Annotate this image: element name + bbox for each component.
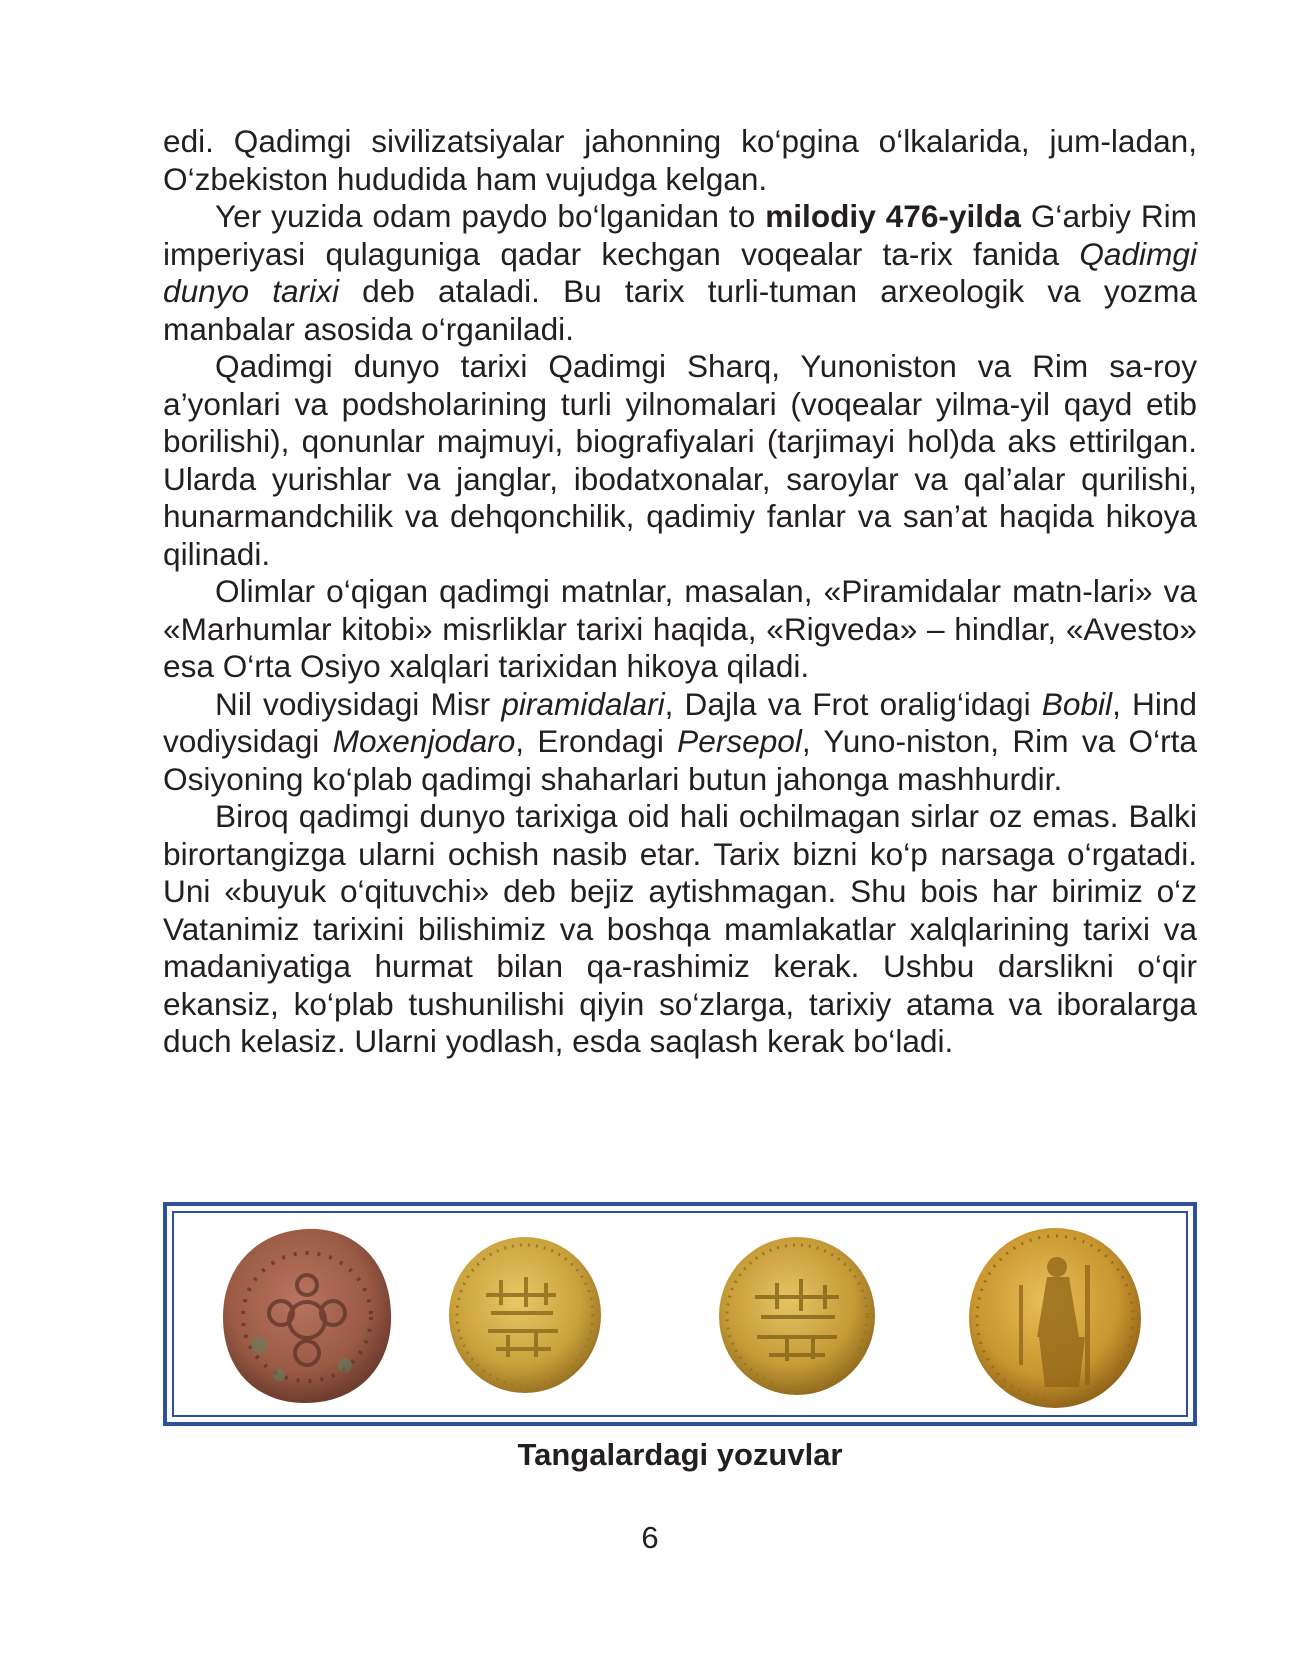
paragraph (163, 198, 1197, 348)
emphasis-italic: Persepol (677, 723, 802, 759)
paragraph-text: Qadimgi dunyo tarixi Qadimgi Sharq, Yunoniston va Rim sa-roy a’yonlari va podsholarining turli yilnomalari (voqealar yilma-yil qayd etib borilishi), qonunlar majmuyi, biografiyalari (tarjimayi hol)da aks ettirilgan. Ularda yurishlar va janglar, ibodatxonalar, saroylar va qal’alar qurilishi, hunarmandchilik va dehqonchilik, qadimiy fanlar va san’at haqida hikoya qilinadi. (163, 348, 1197, 572)
emphasis-italic: Qadimgi dunyo tarixi (163, 235, 1197, 309)
paragraph (163, 348, 1197, 573)
gold-coin-image (446, 1235, 604, 1395)
paragraph-text: Biroq qadimgi dunyo tarixiga oid hali ochilmagan sirlar oz emas. Balki birortangizga ularni ochish nasib etar. Tarix bizni ko‘p narsaga o‘rgatadi. Uni «buyuk o‘qituvchi» deb bejiz aytishmagan. Shu bois har birimiz o‘z Vatanimiz tarixini bilishimiz va boshqa mamlakatlar xalqlarining tarixi va madaniyatiga hurmat bilan qa-rashimiz kerak. Ushbu darslikni o‘qir ekansiz, ko‘plab tushunilishi qiyin so‘zlarga, tarixiy atama va iboralarga duch kelasiz. Ularni yodlash, esda saqlash kerak bo‘ladi. (163, 798, 1197, 1059)
paragraph (163, 798, 1197, 1061)
paragraph-text: , Erondagi (515, 723, 678, 759)
paragraph-text: , Yuno-niston, Rim va O‘rta Osiyoning ko‘plab qadimgi shaharlari butun jahonga mashhurdir. (163, 723, 1197, 797)
paragraph-text: edi. Qadimgi sivilizatsiyalar jahonning ko‘pgina o‘lkalarida, jum-ladan, O‘zbekiston hududida ham vujudga kelgan. (163, 123, 1197, 197)
emphasis-italic: Moxenjodaro (332, 723, 516, 759)
copper-coin-image (219, 1225, 395, 1407)
paragraph-text: deb ataladi. Bu tarix turli-tuman arxeologik va yozma manbalar asosida o‘rganiladi. (163, 273, 1197, 347)
paragraph (163, 573, 1197, 686)
paragraph-text: Olimlar o‘qigan qadimgi matnlar, masalan, «Piramidalar matn-lari» va «Marhumlar kitobi» misrliklar tarixi haqida, «Rigveda» – hindlar, «Avesto» esa O‘rta Osiyo xalqlari tarixidan hikoya qiladi. (163, 573, 1197, 684)
emphasis-italic: Bobil (1041, 685, 1113, 722)
paragraph-text: , Hind vodiysidagi (163, 685, 1197, 759)
paragraph-text: Nil vodiysidagi Misr (215, 685, 502, 722)
figure-caption: Tangalardagi yozuvlar (517, 1437, 843, 1472)
gold-coin-image (967, 1225, 1143, 1411)
gold-coin-image (717, 1235, 877, 1397)
paragraph-text: G‘arbiy Rim imperiyasi qulaguniga qadar kechgan voqealar ta-rix fanida (163, 198, 1197, 272)
coin-figure-frame (163, 1202, 1197, 1426)
emphasis-italic: piramidalari (501, 685, 665, 722)
paragraph-text: , Dajla va Frot oralig‘idagi (664, 685, 1042, 722)
paragraph (163, 686, 1197, 799)
emphasis-bold: milodiy 476-yilda (765, 198, 1021, 234)
page-number: 6 (641, 1520, 659, 1555)
paragraph (163, 123, 1197, 198)
body-text (163, 123, 1197, 1061)
paragraph-text: Yer yuzida odam paydo bo‘lganidan to (215, 198, 766, 234)
coin-figure-inner-frame (172, 1211, 1188, 1417)
